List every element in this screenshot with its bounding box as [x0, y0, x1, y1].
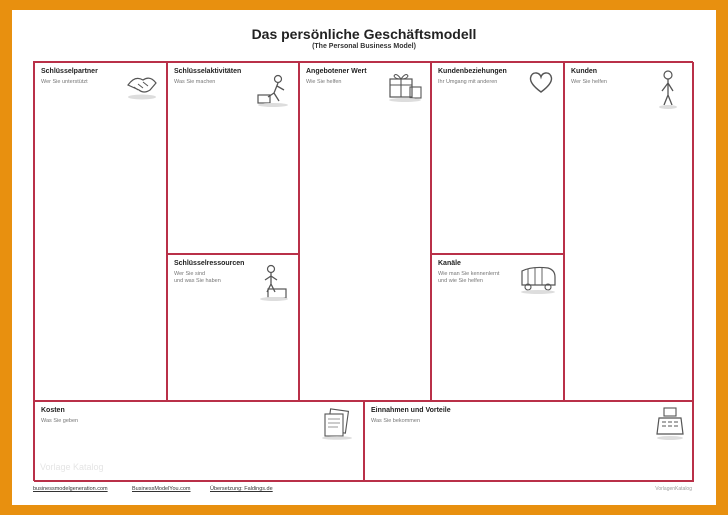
worker-icon: [256, 73, 290, 107]
block-heading: Schlüsselressourcen: [174, 260, 245, 267]
block-heading: Kosten: [41, 407, 65, 414]
block-key-resources[interactable]: [167, 254, 299, 401]
page-subtitle: (The Personal Business Model): [312, 43, 416, 50]
person-icon: [655, 69, 681, 111]
watermark: Vorlage Katalog: [40, 462, 104, 472]
block-subtitle: Wer Sie unterstützt: [41, 79, 88, 85]
block-channels[interactable]: [431, 254, 564, 401]
block-heading: Einnahmen und Vorteile: [371, 407, 451, 414]
footer-link-businessmodelgeneration[interactable]: businessmodelgeneration.com: [33, 486, 108, 492]
block-heading: Angebotener Wert: [306, 68, 367, 75]
block-subtitle: Was Sie machen: [174, 79, 216, 85]
block-revenue-streams[interactable]: [364, 401, 694, 482]
block-heading: Kunden: [571, 68, 598, 75]
block-customer-relationships[interactable]: [431, 62, 564, 254]
block-subtitle: Wie man Sie kennenlernt und wie Sie helfen: [438, 271, 500, 284]
truck-icon: [518, 263, 558, 295]
canvas-grid: [33, 61, 693, 481]
person-with-box-icon: [256, 263, 290, 301]
block-subtitle: Wer Sie helfen: [571, 79, 607, 85]
block-key-activities[interactable]: [167, 62, 299, 254]
block-key-partners[interactable]: [34, 62, 167, 401]
cash-register-icon: [655, 406, 685, 442]
brand-label: VorlagenKatalog: [655, 486, 692, 492]
business-model-sheet: [12, 10, 716, 505]
documents-icon: [319, 408, 357, 440]
block-customer-segments[interactable]: [564, 62, 694, 401]
block-subtitle: Wer Sie sind und was Sie haben: [174, 271, 221, 284]
block-heading: Kundenbeziehungen: [438, 68, 507, 75]
block-subtitle: Ihr Umgang mit anderen: [438, 79, 498, 85]
block-heading: Schlüsselaktivitäten: [174, 68, 242, 75]
block-heading: Kanäle: [438, 260, 461, 267]
footer-link-translation[interactable]: Übersetzung: Faldings.de: [210, 486, 273, 492]
block-subtitle: Was Sie geben: [41, 418, 79, 424]
page-title: Das persönliche Geschäftsmodell: [251, 26, 477, 42]
footer-link-businessmodelyou[interactable]: BusinessModelYou.com: [132, 486, 191, 492]
gift-icon: [386, 69, 424, 103]
heart-icon: [528, 71, 554, 95]
block-heading: Schlüsselpartner: [41, 68, 98, 75]
block-subtitle: Wie Sie helfen: [306, 79, 342, 85]
block-subtitle: Was Sie bekommen: [371, 418, 421, 424]
block-value-proposition[interactable]: [299, 62, 431, 401]
handshake-icon: [125, 71, 159, 101]
